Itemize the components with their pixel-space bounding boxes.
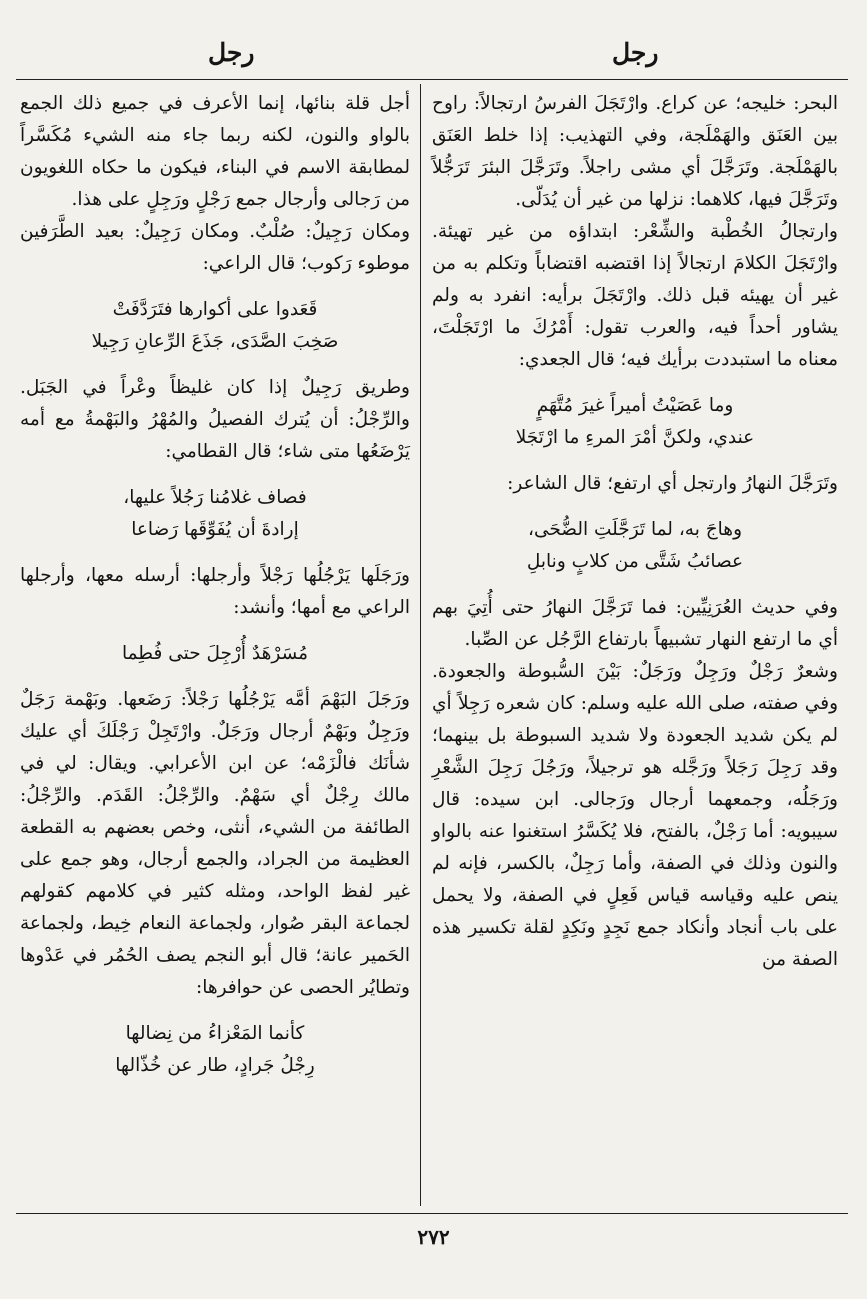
left-column	[20, 88, 410, 1082]
text-paragraph: ورَجَلَها يَرْجُلُها رَجْلاً وأرجلها: أرسله معها، وأرجلها الراعي مع أمها؛ وأنشد:	[20, 565, 410, 618]
header-root-word-right: رجل	[612, 38, 659, 67]
text-paragraph: ورَجَلَ البَهْمَ أمَّه يَرْجُلُها رَجْلاً: رَضَعها. وبَهْمة رَجَلٌ ورَجِلٌ وبَهْمٌ أرجال ورَجَلٌ. وارْتَجِلْ رَجْلَكَ أي عليك شأنَك فالْزَمْه؛ عن ابن الأعرابي. ويقال: لي في مالك رِجْلٌ أي سَهْمٌ. والرِّجْلُ: القَدَم. والرِّجْلُ: الطائفة من الشيء، أنثى، وخص بعضهم به القطعة العظيمة من الجراد، والجمع أرجال، وهو جمع على غير لفظ الواحد، ومثله كثير في كلامهم كقولهم لجماعة البقر صُوار، ولجماعة النعام خِيط، ولجماعة الحَمير عانة؛ قال أبو النجم يصف الحُمُر في عَدْوها وتطايُر الحصى عن حوافرها:	[20, 689, 410, 998]
poetry-verse: كأنما المَعْزاءُ من نِضالها	[125, 1023, 305, 1044]
text-paragraph: وتَرَجَّلَ النهارُ وارتجل أي ارتفع؛ قال الشاعر:	[507, 473, 838, 494]
text-paragraph: وشعرٌ رَجْلٌ ورَجِلٌ ورَجَلٌ: بَيْنَ السُّبوطة والجعودة. وفي صفته، صلى الله عليه وسلم: كان شعره رَجِلاً أي لم يكن شديد الجعودة ولا شديد السبوطة بل بينهما؛ وقد رَجِلَ رَجَلاً ورَجَّله هو ترجيلاً، ورَجُلَ رَجِلَ الشَّعْرِ ورَجَلُه، وجمعهما أرجال ورَجالى. ابن سيده: قال سيبويه: أما رَجْلٌ، بالفتح، فلا يُكَسَّرُ استغنوا عنه بالواو والنون وذلك في الصفة، وأما رَجِلٌ، بالكسر، فإنه لم ينص عليه وقياسه قياس فَعِلٍ في الصفة، ولا يحمل على باب أنجاد وأنكاد جمع نَجِدٍ ونَكِدٍ لقلة تكسير هذه الصفة من	[432, 661, 838, 970]
spacer	[432, 500, 838, 514]
text-paragraph: ومكان رَجِيلٌ: صُلْبٌ. ومكان رَجِيلٌ: بعيد الطَّرَفين موطوء رَكوب؛ قال الراعي:	[20, 221, 410, 274]
text-paragraph: وارتجالُ الخُطْبة والشِّعْر: ابتداؤه من غير تهيئة. وارْتَجَلَ الكلامَ ارتجالاً إذا اقتضبه اقتضاباً وتكلم به من غير أن يهيئه قبل ذلك. وارْتَجَلَ برأيه: انفرد به ولم يشاور أحداً فيه، والعرب تقول: أَمْرُكَ ما ارْتَجَلْتَ، معناه ما استبددت برأيك فيه؛ قال الجعدي:	[432, 221, 838, 370]
right-column	[432, 88, 838, 976]
poetry-verse: عصائبُ شَتَّى من كلابٍ ونابلِ	[526, 551, 744, 572]
poetry-verse: صَخِبَ الصَّدَى، جَذَعَ الرِّعانِ رَجِيلا	[91, 331, 339, 352]
poetry-verse: قَعَدوا على أكوارها فتَرَدَّفَتْ	[112, 299, 318, 320]
spacer	[20, 670, 410, 684]
poetry-verse: وهاجَ به، لما تَرَجَّلَتِ الضُّحَى،	[527, 519, 743, 540]
spacer	[20, 280, 410, 294]
spacer	[20, 358, 410, 372]
spacer	[432, 376, 838, 390]
page-number: ٢٧٢	[417, 1225, 450, 1249]
poetry-verse: إرادةَ أن يُفَوِّقَها رَضاعا	[131, 519, 299, 540]
page-header	[0, 38, 867, 78]
spacer	[20, 546, 410, 560]
text-paragraph: وفي حديث العُرَنِيِّين: فما تَرَجَّلَ النهارُ حتى أُتِيَ بهم أي ما ارتفع النهار تشبيهاً بارتفاع الرَّجُل عن الصِّبا.	[432, 597, 838, 650]
column-divider	[420, 84, 421, 1206]
header-root-word-left: رجل	[208, 38, 255, 67]
header-rule	[16, 79, 848, 80]
footer-rule	[16, 1213, 848, 1214]
spacer	[432, 454, 838, 468]
poetry-verse: عندي، ولكنَّ أمْرَ المرءِ ما ارْتَجَلا	[515, 427, 755, 448]
poetry-verse: مُسَرْهَدٌ أُرْجِلَ حتى فُطِما	[121, 643, 309, 664]
poetry-verse: وما عَصَيْتُ أميراً غيرَ مُتَّهَمٍ	[536, 395, 734, 416]
poetry-verse: رِجْلُ جَرادٍ، طار عن خُذّالها	[115, 1055, 315, 1076]
text-paragraph: البحر: خليجه؛ عن كراع. وارْتَجَلَ الفرسُ ارتجالاً: راوح بين العَنَق والهَمْلَجة، وفي التهذيب: إذا خلط العَنَق بالهَمْلَجة. وتَرَجَّلَ أي مشى راجلاً. وتَرَجَّلَ البئرَ تَرَجُّلاً وتَرَجَّلَ فيها، كلاهما: نزلها من غير أن يُدَلّى.	[432, 93, 838, 210]
spacer	[20, 624, 410, 638]
spacer	[20, 468, 410, 482]
text-paragraph: وطريق رَجِيلٌ إذا كان غليظاً وعْراً في الجَبَل. والرِّجْلُ: أن يُترك الفصيلُ والمُهْرُ والبَهْمةُ مع أمه يَرْضَعُها متى شاء؛ قال القطامي:	[20, 377, 410, 462]
spacer	[20, 1004, 410, 1018]
poetry-verse: فصاف غلامُنا رَجُلاً عليها،	[123, 487, 307, 508]
text-paragraph: أجل قلة بنائها، إنما الأعرف في جميع ذلك الجمع بالواو والنون، لكنه ربما جاء منه الشيء مُكَسَّراً لمطابقة الاسم في البناء، فيكون ما حكاه اللغويون من رَجالى وأرجال جمع رَجْلٍ ورَجِلٍ على هذا.	[20, 93, 410, 210]
spacer	[432, 578, 838, 592]
